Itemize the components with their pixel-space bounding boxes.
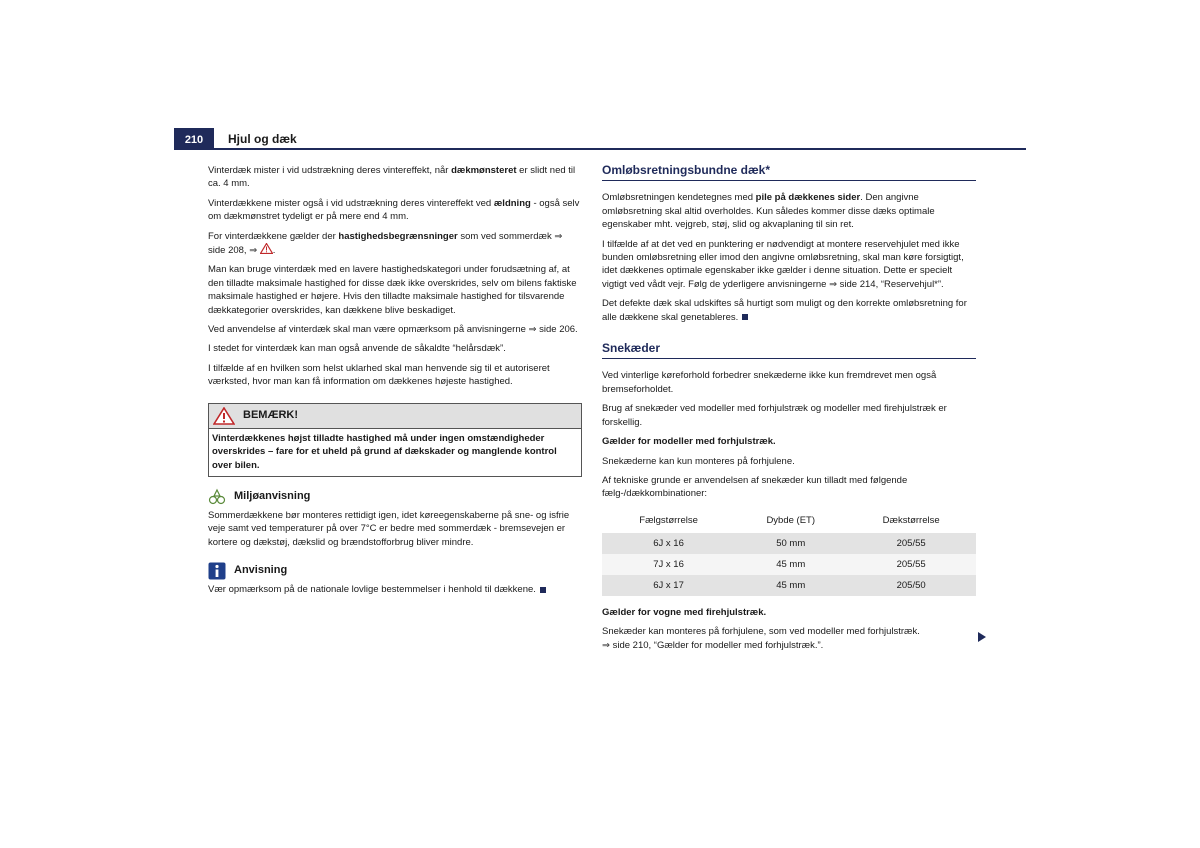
table-cell: 6J x 16 xyxy=(602,533,735,554)
right-column xyxy=(602,164,976,658)
caution-title: BEMÆRK! xyxy=(243,408,298,421)
paragraph-usage: Brug af snekæder ved modeller med forhjulstræk og modeller med firehjulstræk er forskellig. xyxy=(602,403,947,428)
section-title-snowchains: Snekæder xyxy=(602,342,976,359)
paragraph-speed-category: Man kan bruge vinterdæk med en lavere hastighedskategori under forudsætning af, at den tilladte maksimale hastighed for disse dæk ikke overskrides, selv om bilens faktiske maksimale hastighed er højere. Hvis den tilladte maksimale hastighed for tilsvarende dækkategorier overskrides, kan dækkene blive beskadiget. xyxy=(208,264,577,316)
table-header-cell: Dækstørrelse xyxy=(846,509,976,533)
rim-tyre-table xyxy=(602,509,976,596)
paragraph-speed-limits: For vinterdækkene gælder der hastighedsbegrænsninger som ved sommerdæk ⇒ side 208, ⇒ . xyxy=(208,230,563,257)
table-cell: 6J x 17 xyxy=(602,575,735,596)
paragraph-4wd-front: Snekæder kan monteres på forhjulene, som ved modeller med forhjulstræk. xyxy=(602,626,920,638)
table-cell: 205/55 xyxy=(846,533,976,554)
paragraph-rotation: Omløbsretningen kendetegnes med pile på dækkenes sider. Den angivne omløbsretning skal altid overholdes. Kun således kommer disse dæks optimale egenskaber mht. vejgreb, støj, slid og akvaplaning til sin ret. xyxy=(602,192,935,231)
continue-arrow-icon xyxy=(978,632,986,642)
table-row xyxy=(602,575,976,596)
chapter-title: Hjul og dæk xyxy=(228,132,297,146)
heading-four-wheel-drive: Gælder for vogne med firehjulstræk. xyxy=(602,606,767,618)
environment-heading xyxy=(208,487,582,507)
table-header-row xyxy=(602,509,976,533)
table-cell: 50 mm xyxy=(735,533,846,554)
caution-text: Vinterdækkenes højst tilladte hastighed må under ingen omstændigheder overskrides – fare for et uheld på grund af dækskader og manglende kontrol over bilen. xyxy=(212,432,557,471)
table-cell: 7J x 16 xyxy=(602,554,735,575)
section-end-marker xyxy=(540,587,546,593)
warning-icon xyxy=(260,243,273,254)
environment-icon xyxy=(208,488,226,506)
table-cell: 205/50 xyxy=(846,575,976,596)
environment-title: Miljøanvisning xyxy=(234,490,311,503)
section-title-directional: Omløbsretningsbundne dæk* xyxy=(602,164,976,181)
table-cell: 45 mm xyxy=(735,554,846,575)
environment-text: Sommerdækkene bør monteres rettidigt igen, idet køreegenskaberne på sne- og isfrie veje samt ved temperaturer på over 7°C er bedre med sommerdæk - bremsevejen er kortere og dækstøj, dækslid og brændstofforbrug bliver mindre. xyxy=(208,509,570,548)
table-header-cell: Dybde (ET) xyxy=(735,509,846,533)
left-column xyxy=(208,164,582,603)
info-text: Vær opmærksom på de nationale lovlige bestemmelser i henhold til dækkene. xyxy=(208,583,582,596)
table-cell: 45 mm xyxy=(735,575,846,596)
paragraph-spare-wheel: I tilfælde af at det ved en punktering er nødvendigt at montere reservehjulet med ikke bunden omløbsretning eller imod den angivne omløbsretning, skal man køre forsigtigt, idet dækkenes optimale egenskaber ikke gælder i denne situation. Dette er specielt vigtigt ved vådt vejr. Følg de yderligere anvisningerne ⇒ side 214, “Reservehjul*”. xyxy=(602,238,964,290)
paragraph-winter-conditions: Ved vinterlige køreforhold forbedrer snekæderne ikke kun fremdrevet men også bremseforholdet. xyxy=(602,370,937,395)
caution-box xyxy=(208,403,582,477)
section-end-marker xyxy=(742,314,748,320)
paragraph-front-only: Snekæderne kan kun monteres på forhjulene. xyxy=(602,455,795,467)
heading-front-wheel-drive: Gælder for modeller med forhjulstræk. xyxy=(602,436,776,448)
paragraph-allseason: I stedet for vinterdæk kan man også anvende de såkaldte “helårsdæk”. xyxy=(208,343,506,355)
table-row xyxy=(602,533,976,554)
header-rule xyxy=(174,148,1026,150)
info-title: Anvisning xyxy=(234,564,288,577)
caution-header xyxy=(209,404,581,429)
paragraph-technical: Af tekniske grunde er anvendelsen af snekæder kun tilladt med følgende fælg-/dækkombinationer: xyxy=(602,474,908,500)
warning-icon xyxy=(213,407,235,425)
table-cell: 205/55 xyxy=(846,554,976,575)
info-heading xyxy=(208,561,582,581)
info-icon xyxy=(208,562,226,580)
paragraph-tread: Vinterdæk mister i vid udstrækning deres vintereffekt, når dækmønsteret er slidt ned til ca. 4 mm. xyxy=(208,165,576,190)
paragraph-aging: Vinterdækkene mister også i vid udstrækning deres vintereffekt ved ældning - også selv om dækmønstret tydeligt er på mere end 4 mm. xyxy=(208,197,580,223)
paragraph-instructions: Ved anvendelse af vinterdæk skal man være opmærksom på anvisningerne ⇒ side 206. xyxy=(208,324,578,336)
paragraph-4wd-reference: ⇒ side 210, “Gælder for modeller med forhjulstræk.”. xyxy=(602,639,824,651)
paragraph-replace: Det defekte dæk skal udskiftes så hurtigt som muligt og den korrekte omløbsretning for alle dækkene skal genetableres. xyxy=(602,298,967,323)
page-number: 210 xyxy=(174,128,214,149)
table-header-cell: Fælgstørrelse xyxy=(602,509,735,533)
paragraph-workshop: I tilfælde af en hvilken som helst uklarhed skal man henvende sig til et autoriseret værksted, hvor man kan få information om dækkenes højeste hastighed. xyxy=(208,362,550,388)
table-row xyxy=(602,554,976,575)
